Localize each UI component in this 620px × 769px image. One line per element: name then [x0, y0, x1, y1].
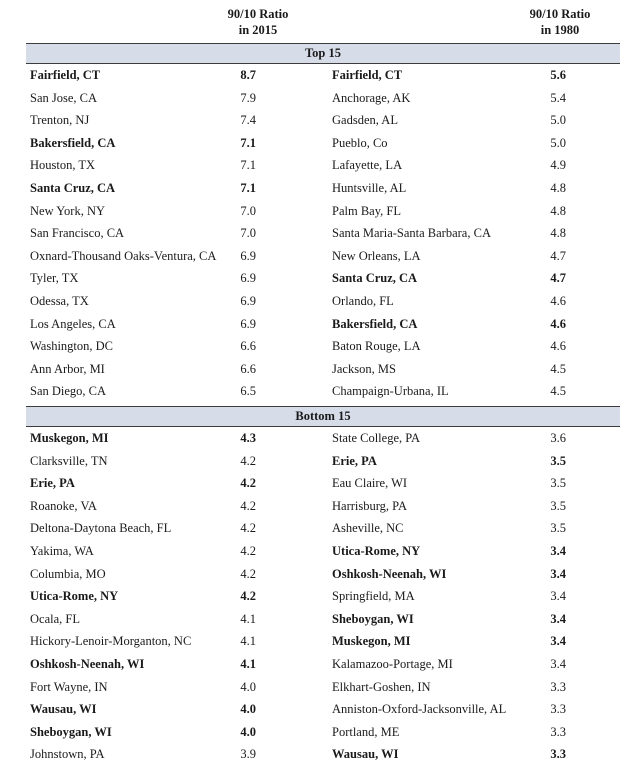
value-2015: 4.0	[240, 724, 256, 739]
value-1980: 4.8	[550, 180, 566, 195]
header-2015-line-2: in 2015	[238, 23, 278, 37]
value-2015: 4.2	[240, 521, 256, 536]
value-1980: 4.6	[550, 316, 566, 331]
header-1980-line-1: 90/10 Ratio	[529, 7, 591, 21]
value-1980: 5.0	[550, 113, 566, 128]
table-row	[0, 89, 620, 112]
value-1980: 4.6	[550, 293, 566, 308]
value-2015: 8.7	[240, 68, 256, 82]
table-row	[0, 111, 620, 134]
value-1980: 3.3	[550, 724, 566, 739]
table-row	[0, 315, 620, 338]
value-1980: 4.7	[550, 271, 566, 286]
city-2015: Yakima, WA	[30, 543, 94, 558]
value-2015: 7.1	[240, 180, 256, 195]
city-2015: Ann Arbor, MI	[30, 361, 105, 376]
table-row	[0, 224, 620, 247]
city-1980: Kalamazoo-Portage, MI	[332, 656, 453, 671]
table-row	[0, 519, 620, 542]
city-2015: Los Angeles, CA	[30, 316, 116, 331]
table-row	[0, 542, 620, 565]
city-2015: Tyler, TX	[30, 271, 79, 286]
value-2015: 6.9	[240, 293, 256, 308]
city-1980: Oshkosh-Neenah, WI	[332, 566, 447, 581]
city-2015: Bakersfield, CA	[30, 135, 116, 150]
table-row	[0, 610, 620, 633]
city-2015: San Diego, CA	[30, 384, 107, 399]
table-row	[0, 360, 620, 383]
city-1980: Harrisburg, PA	[332, 498, 408, 513]
city-2015: Columbia, MO	[30, 566, 106, 581]
table-row	[0, 745, 620, 768]
value-2015: 7.4	[240, 113, 256, 128]
header-2015	[198, 6, 318, 40]
value-2015: 7.9	[240, 90, 256, 105]
value-2015: 4.2	[240, 453, 256, 468]
city-2015: Muskegon, MI	[30, 431, 109, 445]
city-2015: Wausau, WI	[30, 702, 97, 717]
value-2015: 4.3	[240, 431, 256, 445]
city-1980: Champaign-Urbana, IL	[332, 384, 449, 399]
city-1980: Anchorage, AK	[332, 90, 411, 105]
city-2015: San Jose, CA	[30, 90, 98, 105]
city-2015: Oxnard-Thousand Oaks-Ventura, CA	[30, 248, 217, 263]
value-1980: 3.4	[550, 634, 566, 649]
value-2015: 6.9	[240, 316, 256, 331]
value-2015: 6.6	[240, 361, 256, 376]
city-1980: Orlando, FL	[332, 293, 394, 308]
value-1980: 3.4	[550, 543, 566, 558]
value-2015: 7.0	[240, 226, 256, 241]
value-2015: 4.1	[240, 634, 256, 649]
city-2015: Johnstown, PA	[30, 747, 105, 762]
city-1980: Eau Claire, WI	[332, 476, 408, 491]
header-2015-line-1: 90/10 Ratio	[227, 7, 289, 21]
city-2015: Deltona-Daytona Beach, FL	[30, 521, 172, 536]
city-2015: Fort Wayne, IN	[30, 679, 108, 694]
city-1980: Lafayette, LA	[332, 158, 403, 173]
table-row	[0, 678, 620, 701]
city-2015: Utica-Rome, NY	[30, 589, 119, 604]
city-2015: Hickory-Lenoir-Morganton, NC	[30, 634, 192, 649]
city-1980: Bakersfield, CA	[332, 316, 418, 331]
city-1980: Jackson, MS	[332, 361, 396, 376]
table-row	[0, 134, 620, 157]
value-1980: 3.3	[550, 747, 566, 762]
city-1980: Huntsville, AL	[332, 180, 407, 195]
value-1980: 3.4	[550, 656, 566, 671]
table-row	[0, 497, 620, 520]
city-1980: Erie, PA	[332, 453, 377, 468]
table-row	[0, 337, 620, 360]
value-1980: 3.6	[550, 431, 566, 445]
city-1980: Portland, ME	[332, 724, 400, 739]
city-2015: Roanoke, VA	[30, 498, 97, 513]
table-row	[0, 269, 620, 292]
value-2015: 4.2	[240, 498, 256, 513]
value-1980: 3.5	[550, 521, 566, 536]
header-1980	[500, 6, 620, 40]
table-row	[0, 700, 620, 723]
table-row	[0, 655, 620, 678]
value-2015: 6.5	[240, 384, 256, 399]
value-1980: 3.3	[550, 679, 566, 694]
value-1980: 3.5	[550, 498, 566, 513]
value-1980: 3.5	[550, 476, 566, 491]
city-1980: Palm Bay, FL	[332, 203, 401, 218]
city-1980: Santa Maria-Santa Barbara, CA	[332, 226, 491, 241]
value-1980: 4.5	[550, 361, 566, 376]
table-row	[0, 565, 620, 588]
city-1980: Springfield, MA	[332, 589, 415, 604]
header-1980-line-2: in 1980	[540, 23, 580, 37]
city-2015: Erie, PA	[30, 476, 75, 491]
city-1980: Muskegon, MI	[332, 634, 411, 649]
table-row	[0, 723, 620, 746]
value-1980: 5.0	[550, 135, 566, 150]
value-1980: 3.5	[550, 453, 566, 468]
city-1980: State College, PA	[332, 431, 421, 445]
city-2015: Fairfield, CT	[30, 68, 101, 82]
city-1980: Elkhart-Goshen, IN	[332, 679, 431, 694]
value-1980: 4.7	[550, 248, 566, 263]
value-1980: 4.9	[550, 158, 566, 173]
city-2015: Ocala, FL	[30, 611, 80, 626]
city-1980: Anniston-Oxford-Jacksonville, AL	[332, 702, 507, 717]
city-1980: Gadsden, AL	[332, 113, 398, 128]
table-row	[0, 156, 620, 179]
value-2015: 4.2	[240, 589, 256, 604]
city-2015: New York, NY	[30, 203, 106, 218]
table-row	[0, 66, 620, 89]
table-row	[0, 632, 620, 655]
section-band-bottom: Bottom 15	[26, 406, 620, 427]
city-2015: Houston, TX	[30, 158, 96, 173]
value-1980: 5.4	[550, 90, 566, 105]
city-2015: Odessa, TX	[30, 293, 89, 308]
city-2015: Clarksville, TN	[30, 453, 108, 468]
city-2015: Trenton, NJ	[30, 113, 90, 128]
value-2015: 6.6	[240, 339, 256, 354]
value-2015: 4.1	[240, 611, 256, 626]
top-15-rows	[0, 66, 620, 405]
table-row	[0, 474, 620, 497]
city-2015: Oshkosh-Neenah, WI	[30, 656, 145, 671]
city-1980: Baton Rouge, LA	[332, 339, 421, 354]
value-1980: 4.5	[550, 384, 566, 399]
city-1980: Sheboygan, WI	[332, 611, 414, 626]
city-1980: Wausau, WI	[332, 747, 399, 762]
table-row	[0, 292, 620, 315]
value-2015: 7.1	[240, 158, 256, 173]
table-row	[0, 202, 620, 225]
value-2015: 4.2	[240, 476, 256, 491]
value-1980: 3.3	[550, 702, 566, 717]
value-1980: 5.6	[550, 68, 566, 82]
value-1980: 4.8	[550, 203, 566, 218]
value-2015: 7.1	[240, 135, 256, 150]
value-2015: 4.1	[240, 656, 256, 671]
value-2015: 6.9	[240, 271, 256, 286]
city-2015: San Francisco, CA	[30, 226, 125, 241]
city-1980: Utica-Rome, NY	[332, 543, 421, 558]
value-1980: 4.8	[550, 226, 566, 241]
city-1980: Fairfield, CT	[332, 68, 403, 82]
table-row	[0, 382, 620, 405]
value-2015: 6.9	[240, 248, 256, 263]
value-1980: 3.4	[550, 589, 566, 604]
value-2015: 4.2	[240, 566, 256, 581]
table-row	[0, 452, 620, 475]
city-2015: Santa Cruz, CA	[30, 180, 116, 195]
value-2015: 3.9	[240, 747, 256, 762]
section-band-top: Top 15	[26, 43, 620, 64]
value-1980: 3.4	[550, 611, 566, 626]
value-1980: 4.6	[550, 339, 566, 354]
table-row	[0, 587, 620, 610]
city-1980: Santa Cruz, CA	[332, 271, 418, 286]
value-2015: 7.0	[240, 203, 256, 218]
value-2015: 4.2	[240, 543, 256, 558]
city-1980: New Orleans, LA	[332, 248, 421, 263]
bottom-15-rows	[0, 429, 620, 768]
value-2015: 4.0	[240, 679, 256, 694]
table-row	[0, 429, 620, 452]
city-2015: Washington, DC	[30, 339, 114, 354]
table-row	[0, 179, 620, 202]
value-2015: 4.0	[240, 702, 256, 717]
city-2015: Sheboygan, WI	[30, 724, 112, 739]
value-1980: 3.4	[550, 566, 566, 581]
table-row	[0, 247, 620, 270]
city-1980: Pueblo, Co	[332, 135, 388, 150]
city-1980: Asheville, NC	[332, 521, 404, 536]
